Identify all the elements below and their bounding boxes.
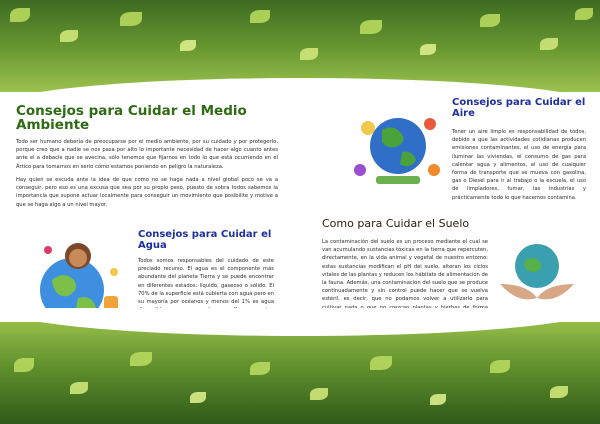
- medio-ambiente-paragraph-2: Hay quien se escuda ante la idea de que como no se haga nada a nivel global poco se va a conseguir, pero eso es una excusa que sea por su propio peso, puesto de sobra todos sabemos la importancia que supone actuar localmente para conseguir un movimiento que posibilite y motive a que se haga algo a un nivel mayor.: [16, 177, 278, 208]
- hands-holding-earth-photo: [494, 232, 580, 308]
- aire-paragraph: Tener un aire limpio es responsabilidad de todos, debido a que las actividades cotidianas producen emisiones contaminantes, el uso de energía para iluminar las viviendas, el consumo de gas para calentar agua y alimentos, el uso de cualquier forma de transporte que se mueva con gasolina, gas o Diesel para ir al trabajo o la escuela, el uso de limpiadores, fumar, las industrias y prácticamente todo lo que hacemos contamina.: [452, 129, 586, 201]
- bottom-hedge-decoration: [0, 322, 600, 424]
- section-title-medio-ambiente: Consejos para Cuidar el Medio Ambiente: [16, 103, 247, 134]
- section-title-suelo: Como para Cuidar el Suelo: [322, 217, 470, 230]
- top-hedge-decoration: [0, 0, 600, 92]
- agua-paragraph: Todos somos responsables del cuidado de este preciado recurso. El agua es el componente más abundante del planeta Tierra y se puede encontrar en diferentes estados: líquido, gaseoso o sólido. El 70% de la superficie está cubierta con agua pero en su mayoría por océanos y menos del 1% es agua: [138, 258, 274, 306]
- earth-with-children-illustration: [340, 100, 450, 196]
- medio-ambiente-paragraph-1: Todo ser humano debería de preocuparse por el medio ambiente, por su cuidado y por protegerlo, porque creo que a nadie se nos pasa por alto lo importante necesidad de hacer algo cuanto antes ante el a debacle que se avecina, sólo tenemos que fijarnos en todo lo que está ocurriendo en el Ártico para tomarnos en serio cómo estamos poniendo en peligro la naturaleza.: [16, 139, 278, 170]
- section-title-aire: Consejos para Cuidar el Aire: [452, 97, 586, 119]
- suelo-paragraph: La contaminación del suelo es un proceso mediante el cual se van acumulando sustancias tóxicas en la tierra que repercuten, directamente, en la vida animal y vegetal de nuestro entorno: estas sustancias modifican el pH del suelo, alteran los ciclos vitales de las plantas y reducen los hábitats de alimentación de la fauna. Además, una contaminación del suelo que se produce continuadamente y sin control puede hacer que se vuelva estéril, es decir, que no podamos volver a utilizarlo para: [322, 239, 488, 303]
- section-title-agua: Consejos para Cuidar el Agua: [138, 229, 272, 251]
